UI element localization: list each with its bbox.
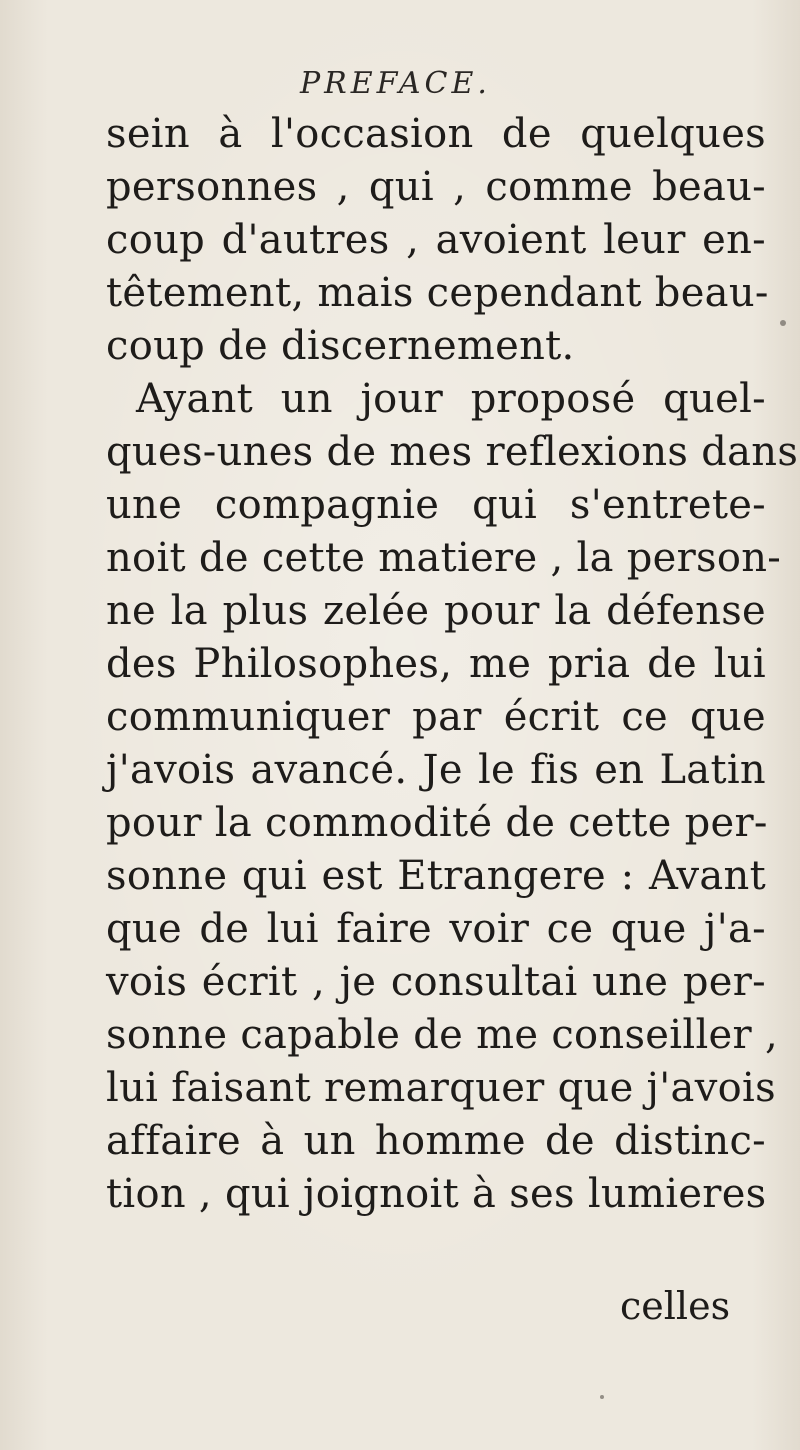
paragraph-start-line: Ayant un jour proposé quel- [136, 376, 766, 422]
text-line: coup de discernement. [106, 323, 575, 369]
ink-speck [600, 1395, 604, 1399]
text-line: sonne qui est Etrangere : Avant [106, 853, 766, 899]
text-line: j'avois avancé. Je le fis en Latin [106, 747, 766, 793]
text-line: des Philosophes, me pria de lui [106, 641, 766, 687]
text-line: que de lui faire voir ce que j'a- [106, 906, 766, 952]
text-line: têtement, mais cependant beau- [106, 270, 769, 316]
text-line: affaire à un homme de distinc- [106, 1118, 766, 1164]
text-line: sonne capable de me conseiller , [106, 1012, 778, 1058]
text-line: tion , qui joignoit à ses lumieres [106, 1171, 767, 1217]
text-line: vois écrit , je consultai une per- [106, 959, 766, 1005]
text-line: ne la plus zelée pour la défense [106, 588, 766, 634]
ink-speck [780, 320, 786, 326]
text-line: pour la commodité de cette per- [106, 800, 768, 846]
text-line: ques-unes de mes reflexions dans [106, 429, 799, 475]
text-line: personnes , qui , comme beau- [106, 164, 766, 210]
text-line: noit de cette matiere , la person- [106, 535, 782, 581]
text-block [106, 108, 799, 1221]
text-line: une compagnie qui s'entrete- [106, 482, 766, 528]
text-line: sein à l'occasion de quelques [106, 111, 766, 157]
text-line: lui faisant remarquer que j'avois [106, 1065, 776, 1111]
running-head: PREFACE. [300, 66, 491, 101]
text-line: communiquer par écrit ce que [106, 694, 766, 740]
text-line: coup d'autres , avoient leur en- [106, 217, 766, 263]
catchword: celles [620, 1284, 731, 1328]
